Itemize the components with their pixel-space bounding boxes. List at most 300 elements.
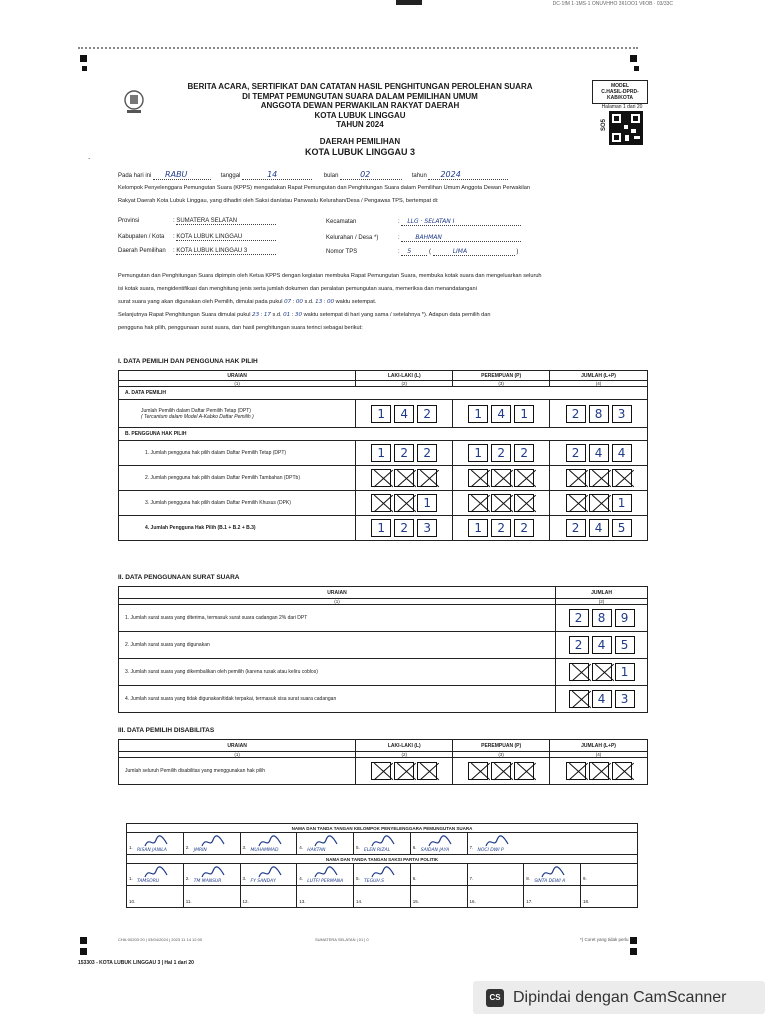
kabupaten-row: Kabupaten / Kota : KOTA LUBUK LINGGAU	[118, 234, 276, 241]
signer-name: TM MANSUR	[193, 879, 222, 884]
digit-box: 2	[566, 405, 586, 423]
tps-number: 5	[401, 248, 427, 256]
digit-box: 1	[468, 405, 488, 423]
registration-mark	[80, 948, 87, 955]
signature-cell	[183, 864, 240, 886]
b1-label: 1. Jumlah pengguna hak pilih dalam Daftar Pemilih Tetap (DPT)	[119, 441, 356, 466]
digit-box: 2	[569, 609, 589, 627]
tahun-value: 2024	[428, 170, 508, 180]
end-hour: 13	[315, 299, 323, 305]
crossed-digit-box	[394, 762, 414, 780]
kecamatan-row: Kecamatan : LLG · SELATAN I	[326, 218, 521, 226]
col-uraian: URAIAN	[119, 740, 356, 752]
signature-number: 9.	[583, 876, 587, 881]
table-row	[119, 659, 648, 686]
saksi-signature-row	[127, 864, 638, 886]
voting-line: isi kotak suara, mengidentifikasi dan menghitung jenis serta jumlah dokumen dan peralatan pemungutan suara, memeriksa dan menandatangani	[118, 286, 477, 292]
footer-note: *) Coret yang tidak perlu	[580, 937, 629, 942]
qr-code-icon	[609, 111, 643, 145]
signature-scribble-icon	[484, 835, 510, 849]
intro-paragraph	[118, 182, 648, 208]
col-number: (4)	[550, 381, 648, 387]
signature-cell	[410, 864, 467, 886]
a1-note: ( Tercantum dalam Model A-Kabko Daftar Pemilih )	[141, 413, 254, 420]
section2-table	[118, 586, 648, 713]
voting-line: pengguna hak pilih, penggunaan surat suara, dan hasil penghitungan suara terinci sebagai berikut:	[118, 325, 363, 331]
crossed-digit-box	[514, 494, 534, 512]
digit-box: 5	[615, 636, 635, 654]
b3-jumlah	[550, 491, 648, 516]
col-laki-laki: LAKI-LAKI (L)	[356, 371, 453, 381]
sd-label: s.d.	[304, 299, 314, 305]
signature-number: 18.	[583, 899, 590, 904]
daerah-value: KOTA LUBUK LINGGAU 3	[305, 147, 415, 157]
camscanner-logo-icon: CS	[486, 989, 504, 1007]
b1-perempuan	[453, 441, 550, 466]
voting-line: surat suara yang akan digunakan oleh Pemilih, dimulai pada pukul	[118, 299, 283, 305]
section3-title: III. DATA PEMILIH DISABILITAS	[118, 727, 215, 734]
col-number: (1)	[119, 381, 356, 387]
ss3-label: 3. Jumlah surat suara yang dikembalikan oleh pemilih (karena rusak atau keliru coblos)	[119, 659, 556, 686]
digit-box: 8	[589, 405, 609, 423]
section3-table	[118, 739, 648, 785]
crossed-digit-box	[371, 494, 391, 512]
col-jumlah: JUMLAH (L+P)	[550, 740, 648, 752]
crossed-digit-box	[468, 762, 488, 780]
signature-number: 11.	[185, 899, 192, 904]
digit-box: 2	[491, 444, 511, 462]
voting-line: Pemungutan dan Penghitungan Suara dipimpin oleh Ketua KPPS dengan kegiatan membuka Rapat Pemungutan Suara, membuka kotak suara dan mengeluarkan seluruh	[118, 273, 542, 279]
signer-name: TAMSORU	[137, 879, 160, 884]
crossed-digit-box	[491, 469, 511, 487]
signature-scribble-icon	[427, 835, 453, 849]
signature-cell	[127, 833, 184, 855]
b4-laki-laki	[356, 516, 453, 541]
signature-scribble-icon	[370, 835, 396, 849]
tps-row: Nomor TPS : 5 ( LIMA )	[326, 248, 519, 255]
document-title	[150, 82, 570, 130]
digit-box: 3	[615, 690, 635, 708]
registration-mark	[80, 937, 87, 944]
signer-name: RISAN JANILA	[137, 848, 167, 853]
footer-center: SUMATERA SELATAN | 01 | 0	[315, 937, 369, 942]
a1-label: Jumlah Pemilih dalam Daftar Pemilih Tetap (DPT)	[141, 407, 251, 414]
digit-box: 2	[491, 519, 511, 537]
signature-number: 16.	[469, 899, 476, 904]
signature-number: 3.	[242, 845, 247, 850]
signature-number: 10.	[129, 899, 136, 904]
signature-scribble-icon	[143, 866, 169, 880]
title-line: BERITA ACARA, SERTIFIKAT DAN CATATAN HASIL PENGHITUNGAN PEROLEHAN SUARA	[187, 82, 533, 91]
registration-mark	[82, 66, 87, 71]
b4-perempuan	[453, 516, 550, 541]
saksi-signature-row	[127, 886, 638, 908]
signature-cell	[467, 886, 524, 908]
digit-box: 4	[491, 405, 511, 423]
tanggal-value: 14	[242, 170, 312, 180]
col-laki-laki: LAKI-LAKI (L)	[356, 740, 453, 752]
kabupaten-value: KOTA LUBUK LINGGAU	[176, 234, 276, 241]
saksi-signature-title: NAMA DAN TANDA TANGAN SAKSI PARTAI POLITIK	[127, 855, 638, 864]
end-minute: 00	[326, 299, 335, 305]
start-minute: 00	[295, 299, 303, 305]
signature-cell	[183, 833, 240, 855]
digit-box: 4	[589, 444, 609, 462]
ss1-jumlah	[556, 605, 648, 632]
signature-cell	[183, 886, 240, 908]
top-code: DC·1fM 1·1MS·1 ONUVHHO 3¢1OO1 V¢OB · 03/33C	[552, 1, 673, 7]
signer-name: MUHAMMAD	[250, 848, 279, 853]
tahun-label: tahun	[411, 173, 427, 179]
b2-label: 2. Jumlah pengguna hak pilih dalam Daftar Pemilih Tambahan (DPTb)	[119, 466, 356, 491]
signature-cell	[127, 864, 184, 886]
signature-cell	[240, 886, 297, 908]
signature-cell	[240, 864, 297, 886]
digit-box: 1	[612, 494, 632, 512]
voting-line: waktu setempat.	[335, 299, 377, 305]
col-jumlah: JUMLAH (L+P)	[550, 371, 648, 381]
b1-laki-laki	[356, 441, 453, 466]
title-line: KOTA LUBUK LINGGAU	[314, 110, 406, 120]
hari-label: Pada hari ini	[118, 173, 152, 179]
digit-box: 4	[592, 636, 612, 654]
signature-cell	[297, 833, 354, 855]
signer-name: JMRIN	[193, 848, 207, 853]
signature-cell	[410, 833, 467, 855]
signature-cell	[354, 833, 411, 855]
digit-box: 4	[394, 405, 414, 423]
signature-number: 7.	[469, 876, 474, 881]
section2-title: II. DATA PENGGUNAAN SURAT SUARA	[118, 574, 240, 581]
kpu-logo-icon	[122, 89, 146, 115]
digit-box: 3	[417, 519, 437, 537]
crossed-digit-box	[417, 469, 437, 487]
b4-jumlah	[550, 516, 648, 541]
title-line: TAHUN 2024	[336, 120, 384, 129]
b4-label: 4. Jumlah Pengguna Hak Pilih (B.1 + B.2 + B.3)	[119, 516, 356, 541]
provinsi-label: Provinsi	[118, 218, 140, 224]
voting-paragraph	[118, 270, 648, 335]
signer-name: NOCI DWI P	[477, 848, 504, 853]
crossed-digit-box	[566, 469, 586, 487]
signer-name: TEGUH.S	[364, 879, 385, 884]
registration-mark	[630, 937, 637, 944]
b2-perempuan	[453, 466, 550, 491]
table-row	[119, 686, 648, 713]
signature-number: 14.	[356, 899, 363, 904]
col-perempuan: PEREMPUAN (P)	[453, 740, 550, 752]
signature-number: 12.	[242, 899, 249, 904]
signature-number: 5.	[356, 876, 360, 881]
disabilitas-perempuan	[453, 758, 550, 785]
signature-number: 6.	[412, 845, 417, 850]
intro-line: Rakyat Daerah Kota Lubuk Linggau, yang dihadiri oleh Saksi dan/atau Panwaslu Kelurahan/Desa / Pengawas TPS, bertempat di:	[118, 198, 439, 204]
crossed-digit-box	[371, 469, 391, 487]
b1-jumlah	[550, 441, 648, 466]
digit-box: 1	[371, 444, 391, 462]
crossed-digit-box	[612, 762, 632, 780]
section1-title: I. DATA PEMILIH DAN PENGGUNA HAK PILIH	[118, 358, 258, 365]
registration-mark	[630, 948, 637, 955]
dapil-row: Daerah Pemilihan : KOTA LUBUK LINGGAU 3	[118, 248, 276, 255]
signature-cell	[581, 886, 638, 908]
digit-box: 1	[371, 405, 391, 423]
digit-box: 2	[394, 519, 414, 537]
signature-scribble-icon	[540, 866, 566, 880]
signature-table	[126, 823, 638, 908]
signature-scribble-icon	[313, 866, 339, 880]
crossed-digit-box	[371, 762, 391, 780]
kelurahan-value: BAHMAN	[401, 234, 521, 242]
disabilitas-laki-laki	[356, 758, 453, 785]
signature-number: 15.	[412, 899, 420, 904]
ss1-label: 1. Jumlah surat suara yang diterima, termasuk surat suara cadangan 2% dari DPT	[119, 605, 556, 632]
digit-box: 1	[615, 663, 635, 681]
crossed-digit-box	[468, 494, 488, 512]
b2-jumlah	[550, 466, 648, 491]
date-line	[118, 170, 508, 180]
kecamatan-label: Kecamatan	[326, 219, 357, 225]
digit-box: 4	[612, 444, 632, 462]
a1-perempuan	[453, 400, 550, 428]
camscanner-text: Dipindai dengan CamScanner	[513, 988, 727, 1006]
signature-cell	[297, 864, 354, 886]
ss3-jumlah	[556, 659, 648, 686]
crossed-digit-box	[514, 469, 534, 487]
col-number: (1)	[119, 599, 556, 605]
col-number: (4)	[550, 752, 648, 758]
crossed-digit-box	[592, 663, 612, 681]
intro-line: Kelompok Penyelenggara Pemungutan Suara (KPPS) mengadakan Rapat Pemungutan dan Penghitungan Suara dalam Pemilihan Umum Anggota Dewan Perwakilan	[118, 185, 531, 191]
count-minute: 17	[263, 312, 271, 318]
voting-line: Selanjutnya Rapat Penghitungan Suara dimulai pukul	[118, 312, 251, 318]
digit-box: 5	[612, 519, 632, 537]
signer-name: SINTA DEWI A	[534, 879, 566, 884]
voting-time-line: surat suara yang akan digunakan oleh Pemilih, dimulai pada pukul 07 : 00 s.d. 13 : 00 waktu setempat.	[118, 299, 377, 305]
signature-scribble-icon	[257, 835, 283, 849]
kpps-signature-row	[127, 833, 638, 855]
col-uraian: URAIAN	[119, 371, 356, 381]
signature-number: 2.	[185, 876, 190, 881]
section-a-label: A. DATA PEMILIH	[119, 387, 648, 400]
qr-side-text: SO5	[601, 118, 608, 132]
signature-cell	[297, 886, 354, 908]
tanggal-label: tanggal	[220, 173, 241, 179]
start-hour: 07	[284, 299, 292, 305]
signature-cell	[354, 864, 411, 886]
signature-number: 13.	[299, 899, 306, 904]
col-number: (3)	[453, 381, 550, 387]
table-row	[119, 632, 648, 659]
disabilitas-jumlah	[550, 758, 648, 785]
model-line: KAB/KOTA	[606, 95, 633, 101]
table-row	[119, 491, 648, 516]
signature-cell	[467, 833, 638, 855]
digit-box: 4	[592, 690, 612, 708]
digit-box: 2	[514, 444, 534, 462]
digit-box: 1	[468, 519, 488, 537]
col-jumlah: JUMLAH	[556, 587, 648, 599]
signer-name: SAIDAN JAYA	[420, 848, 450, 853]
signature-cell	[354, 886, 411, 908]
col-number: (3)	[453, 752, 550, 758]
crossed-digit-box	[514, 762, 534, 780]
col-number: (2)	[356, 381, 453, 387]
scan-artifact	[396, 0, 422, 5]
signature-cell	[467, 864, 524, 886]
ss2-jumlah	[556, 632, 648, 659]
title-line: ANGGOTA DEWAN PERWAKILAN RAKYAT DAERAH	[260, 101, 460, 110]
digit-box: 1	[468, 444, 488, 462]
dapil-value: KOTA LUBUK LINGGAU 3	[176, 248, 276, 255]
crossed-digit-box	[589, 762, 609, 780]
kabupaten-label: Kabupaten / Kota	[118, 234, 165, 240]
signature-scribble-icon	[200, 866, 226, 880]
bulan-value: 02	[340, 170, 402, 180]
crossed-digit-box	[589, 494, 609, 512]
table-row	[119, 605, 648, 632]
signer-name: ELEN RIZAL	[364, 848, 391, 853]
disabilitas-label: Jumlah seluruh Pemilih disabilitas yang menggunakan hak pilih	[119, 758, 356, 785]
a1-laki-laki	[356, 400, 453, 428]
digit-box: 2	[514, 519, 534, 537]
ss4-label: 4. Jumlah surat suara yang tidak digunakan/tidak terpakai, termasuk sisa surat suara cadangan	[119, 686, 556, 713]
signature-scribble-icon	[313, 835, 339, 849]
signature-scribble-icon	[200, 835, 226, 849]
a1-jumlah	[550, 400, 648, 428]
signature-number: 2.	[185, 845, 190, 850]
side-mark: .	[88, 152, 91, 161]
tps-text: LIMA	[433, 248, 515, 256]
section1-table	[118, 370, 648, 541]
digit-box: 3	[612, 405, 632, 423]
crossed-digit-box	[394, 494, 414, 512]
camscanner-watermark	[473, 981, 765, 1014]
digit-box: 2	[566, 519, 586, 537]
signer-name: FY SANDAY	[250, 879, 276, 884]
col-perempuan: PEREMPUAN (P)	[453, 371, 550, 381]
digit-box: 2	[417, 444, 437, 462]
signature-number: 4.	[299, 845, 304, 850]
dapil-label: Daerah Pemilihan	[118, 248, 166, 254]
table-row	[119, 441, 648, 466]
b2-laki-laki	[356, 466, 453, 491]
counting-time-line: Selanjutnya Rapat Penghitungan Suara dimulai pukul 23 : 17 s.d. 01 : 30 waktu setempat di hari yang sama / setelahnya *). Adapun data pemilih dan	[118, 312, 491, 318]
digit-box: 1	[417, 494, 437, 512]
col-number: (1)	[119, 752, 356, 758]
signature-scribble-icon	[370, 866, 396, 880]
model-box	[592, 80, 648, 104]
count-hour: 23	[252, 312, 260, 318]
digit-box: 2	[417, 405, 437, 423]
daerah-pemilihan	[150, 137, 570, 157]
signature-cell	[410, 886, 467, 908]
registration-mark	[80, 55, 87, 62]
model-line: MODEL	[610, 83, 630, 89]
b3-label: 3. Jumlah pengguna hak pilih dalam Daftar Pemilih Khusus (DPK)	[119, 491, 356, 516]
signature-cell	[240, 833, 297, 855]
bulan-label: bulan	[323, 173, 339, 179]
page-indicator: Halaman 1 dari 20	[601, 104, 643, 110]
signature-cell	[524, 886, 581, 908]
model-line: C.HASIL-DPRD-	[601, 89, 639, 95]
signature-number: 6.	[412, 876, 417, 881]
table-row	[119, 758, 648, 785]
kecamatan-value: LLG · SELATAN I	[401, 218, 521, 226]
signature-number: 8.	[526, 876, 531, 881]
digit-box: 1	[371, 519, 391, 537]
crossed-digit-box	[566, 494, 586, 512]
kelurahan-row: Kelurahan / Desa *) : BAHMAN	[326, 234, 521, 242]
table-row	[119, 466, 648, 491]
digit-box: 2	[569, 636, 589, 654]
digit-box: 8	[592, 609, 612, 627]
crossed-digit-box	[569, 690, 589, 708]
signature-number: 7.	[469, 845, 474, 850]
digit-box: 2	[394, 444, 414, 462]
daerah-label: DAERAH PEMILIHAN	[319, 137, 401, 146]
signer-name: HAKTAN	[307, 848, 326, 853]
signature-number: 1.	[129, 845, 133, 850]
perforation-line	[78, 47, 638, 49]
hari-value: RABU	[153, 170, 211, 180]
provinsi-row: Provinsi : SUMATERA SELATAN	[118, 218, 276, 225]
digit-box: 2	[566, 444, 586, 462]
provinsi-value: SUMATERA SELATAN	[176, 218, 276, 225]
voting-line: waktu setempat di hari yang sama / setelahnya *). Adapun data pemilih dan	[303, 312, 491, 318]
signature-scribble-icon	[143, 835, 169, 849]
a1-label-cell	[119, 400, 356, 428]
signature-scribble-icon	[257, 866, 283, 880]
digit-box: 4	[589, 519, 609, 537]
signature-cell	[127, 886, 184, 908]
count-end-hour: 01	[283, 312, 291, 318]
kpps-signature-title: NAMA DAN TANDA TANGAN KELOMPOK PENYELENGGARA PEMUNGUTAN SUARA	[127, 824, 638, 833]
crossed-digit-box	[491, 762, 511, 780]
kelurahan-label: Kelurahan / Desa *)	[326, 235, 379, 241]
registration-mark	[630, 55, 637, 62]
signature-number: 3.	[242, 876, 247, 881]
digit-box: 1	[514, 405, 534, 423]
signature-number: 5.	[356, 845, 360, 850]
footer-meta: CHA·00203·20 | 03/04/2024 | 2023 11 14 12:00	[118, 937, 203, 942]
crossed-digit-box	[589, 469, 609, 487]
signature-number: 17.	[526, 899, 533, 904]
crossed-digit-box	[417, 762, 437, 780]
crossed-digit-box	[468, 469, 488, 487]
ss2-label: 2. Jumlah surat suara yang digunakan	[119, 632, 556, 659]
signature-number: 4.	[299, 876, 304, 881]
registration-mark	[634, 66, 639, 71]
signature-cell	[524, 864, 581, 886]
signer-name: LUTFI PERMANA	[307, 879, 344, 884]
signature-number: 1.	[129, 876, 133, 881]
crossed-digit-box	[394, 469, 414, 487]
col-number: (2)	[556, 599, 648, 605]
digit-box: 9	[615, 609, 635, 627]
signature-cell	[581, 864, 638, 886]
title-line: DI TEMPAT PEMUNGUTAN SUARA DALAM PEMILIHAN UMUM	[242, 91, 478, 101]
tps-label: Nomor TPS	[326, 249, 358, 255]
col-number: (2)	[356, 752, 453, 758]
table-row	[119, 516, 648, 541]
sd-label: s.d.	[272, 312, 282, 318]
crossed-digit-box	[491, 494, 511, 512]
b3-perempuan	[453, 491, 550, 516]
col-uraian: URAIAN	[119, 587, 556, 599]
ss4-jumlah	[556, 686, 648, 713]
crossed-digit-box	[566, 762, 586, 780]
